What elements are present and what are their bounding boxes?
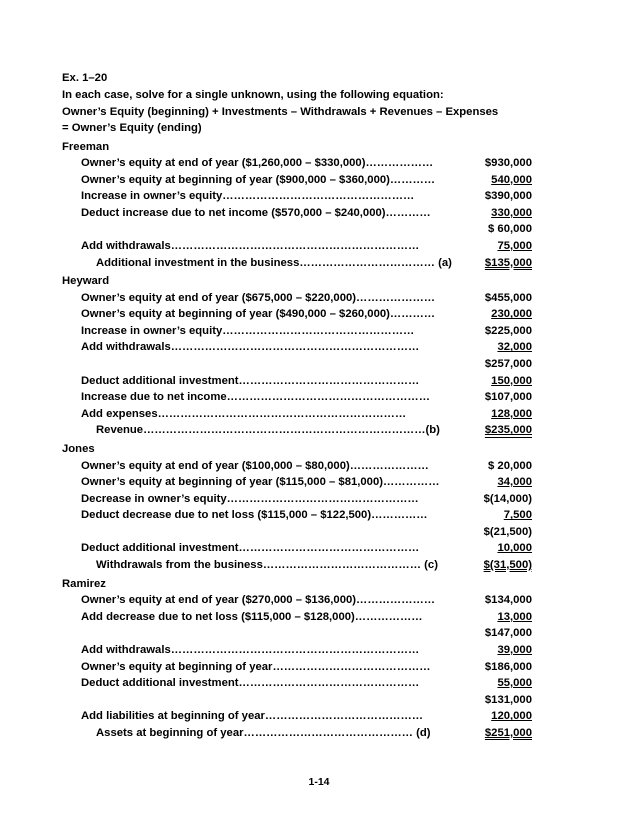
equation-line-1: Owner’s Equity (beginning) + Investments – Withdrawals + Revenues – Expenses (62, 105, 499, 118)
row-amount: $(14,000) (483, 492, 532, 505)
row-description: Additional investment in the business……………………………… (a) (96, 256, 452, 269)
row-amount: $251,000 (484, 726, 532, 739)
row-amount: 540,000 (491, 173, 532, 186)
row-description: Add withdrawals………………………………………………………… (81, 341, 420, 354)
row-description: Decrease in owner’s equity…………………………………………… (81, 492, 419, 505)
row-amount: $131,000 (484, 693, 532, 706)
table-row (62, 155, 542, 172)
table-row (62, 708, 542, 725)
row-description: Deduct additional investment………………………………………… (81, 374, 420, 387)
table-row (62, 458, 542, 475)
row-amount: $225,000 (484, 324, 532, 337)
row-description: Add withdrawals………………………………………………………… (81, 239, 420, 252)
row-description: Owner’s equity at end of year ($675,000 – $220,000)………………… (81, 291, 436, 304)
table-row (62, 389, 542, 406)
row-amount: 10,000 (497, 542, 532, 555)
row-amount: 13,000 (497, 610, 532, 623)
subtotal-row (62, 625, 542, 642)
section-title-ramirez: Ramirez (62, 577, 106, 590)
row-description: Owner’s equity at end of year ($1,260,000 – $330,000)……………… (81, 157, 434, 169)
row-amount: 7,500 (503, 509, 532, 522)
row-amount: $235,000 (484, 424, 532, 437)
table-row (62, 306, 542, 323)
row-description: Add decrease due to net loss ($115,000 – $128,000)……………… (81, 610, 423, 623)
row-description: Increase due to net income……………………………………………… (81, 391, 430, 404)
row-description: Owner’s equity at beginning of year ($900,000 – $360,000)………… (81, 173, 436, 186)
row-amount: $(21,500) (483, 525, 532, 538)
section-title-heyward: Heyward (62, 275, 110, 288)
row-amount: $107,000 (484, 391, 532, 404)
row-description: Owner’s equity at end of year ($100,000 – $80,000)………………… (81, 459, 429, 472)
page-number: 1-14 (308, 776, 330, 788)
row-amount: 230,000 (491, 308, 532, 321)
table-row (62, 238, 542, 255)
row-description: Deduct decrease due to net loss ($115,000 – $122,500)…………… (81, 509, 428, 522)
row-description: Add liabilities at beginning of year…………………………………… (81, 710, 424, 723)
table-row (62, 172, 542, 189)
row-amount: $390,000 (484, 190, 532, 203)
table-row (62, 491, 542, 508)
exercise-title: Ex. 1–20 (62, 72, 108, 84)
table-row (62, 507, 542, 524)
instructions: In each case, solve for a single unknown, using the following equation: (62, 89, 444, 101)
result-row (62, 422, 542, 439)
row-amount: $135,000 (484, 256, 532, 269)
row-amount: $455,000 (484, 291, 532, 304)
section-title-freeman: Freeman (62, 140, 110, 153)
table-row (62, 339, 542, 356)
row-description: Owner’s equity at end of year ($270,000 – $136,000)………………… (81, 594, 436, 607)
row-description: Increase in owner’s equity…………………………………………… (81, 324, 415, 337)
row-description: Deduct additional investment………………………………………… (81, 677, 420, 690)
row-amount: 120,000 (491, 710, 532, 723)
table-row (62, 188, 542, 205)
row-description: Withdrawals from the business…………………………………… (c) (96, 559, 438, 572)
row-amount: 330,000 (491, 206, 532, 219)
subtotal-row (62, 356, 542, 373)
row-amount: $(31,500) (483, 559, 532, 572)
table-row (62, 675, 542, 692)
row-amount: $134,000 (484, 594, 532, 607)
row-amount: 75,000 (497, 239, 532, 252)
row-amount: 39,000 (497, 643, 532, 656)
row-description: Assets at beginning of year……………………………………… (d) (96, 726, 431, 739)
row-description: Add withdrawals………………………………………………………… (81, 643, 420, 656)
row-amount: $ 60,000 (488, 223, 532, 236)
row-description: Deduct increase due to net income ($570,000 – $240,000)………… (81, 206, 431, 219)
table-row (62, 474, 542, 491)
subtotal-row (62, 524, 542, 541)
row-amount: $257,000 (484, 358, 532, 371)
subtotal-row (62, 692, 542, 709)
table-row (62, 609, 542, 626)
row-amount: $930,000 (484, 157, 532, 169)
row-amount: $147,000 (484, 627, 532, 640)
result-row (62, 725, 542, 742)
row-description: Deduct additional investment………………………………………… (81, 542, 420, 555)
table-row (62, 290, 542, 307)
table-row (62, 373, 542, 390)
row-amount: 32,000 (497, 341, 532, 354)
table-row (62, 659, 542, 676)
equation-line-2: = Owner’s Equity (ending) (62, 122, 202, 134)
table-row (62, 323, 542, 340)
row-amount: $ 20,000 (488, 459, 532, 472)
table-row (62, 540, 542, 557)
row-description: Revenue…………………………………………………………………(b) (96, 424, 440, 437)
row-description: Owner’s equity at beginning of year ($490,000 – $260,000)………… (81, 308, 436, 321)
row-amount: 150,000 (491, 374, 532, 387)
result-row (62, 255, 542, 272)
row-amount: 55,000 (497, 677, 532, 690)
table-row (62, 642, 542, 659)
row-description: Owner’s equity at beginning of year ($115,000 – $81,000)…………… (81, 476, 440, 489)
row-description: Add expenses………………………………………………………… (81, 407, 407, 420)
row-description: Owner’s equity at beginning of year…………………………………… (81, 660, 431, 673)
row-description: Increase in owner’s equity…………………………………………… (81, 190, 415, 203)
table-row (62, 205, 542, 222)
exercise-page (62, 70, 542, 742)
section-title-jones: Jones (62, 443, 95, 455)
result-row (62, 557, 542, 574)
row-amount: 34,000 (497, 476, 532, 489)
table-row (62, 406, 542, 423)
row-amount: $186,000 (484, 660, 532, 673)
table-row (62, 592, 542, 609)
subtotal-row (62, 221, 542, 238)
row-amount: 128,000 (491, 407, 532, 420)
